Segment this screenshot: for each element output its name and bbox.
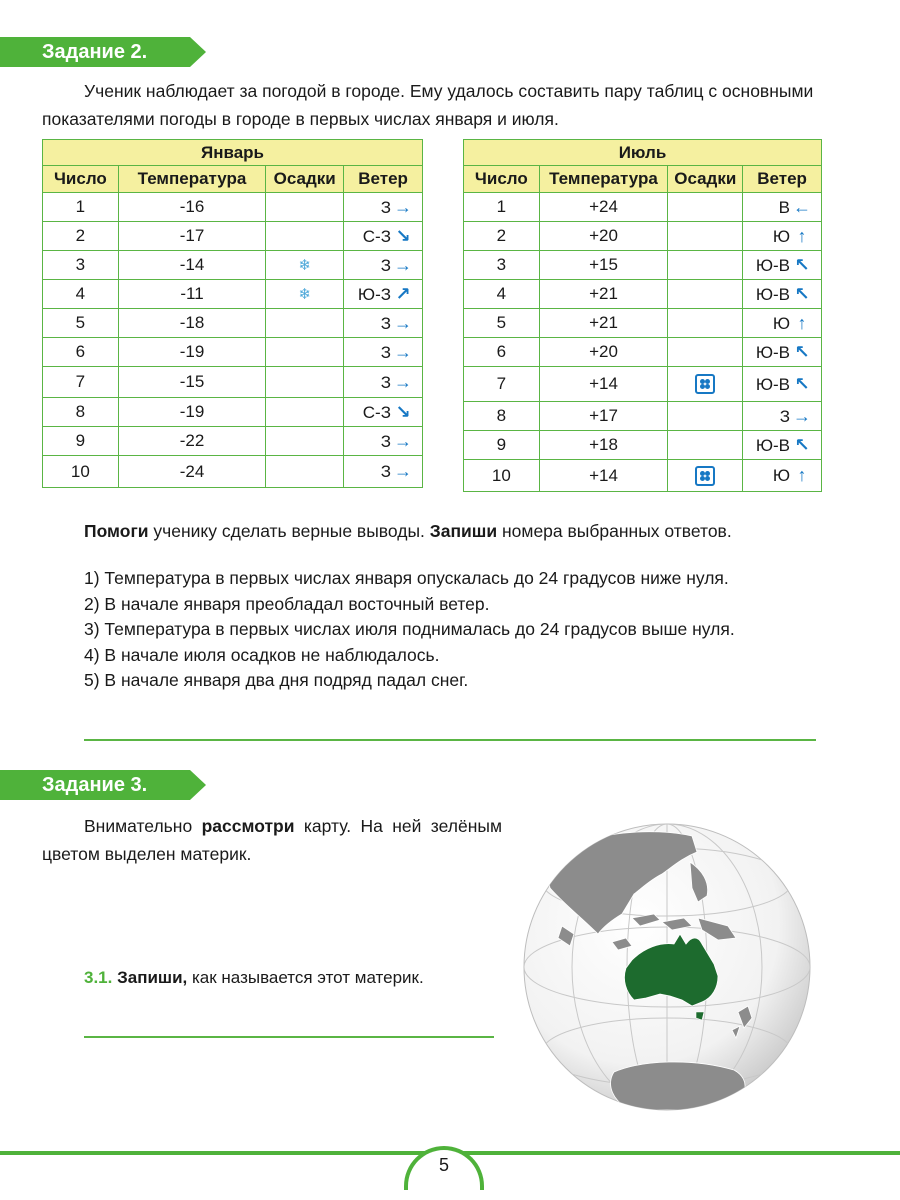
col-temp: Температура (118, 166, 266, 193)
wind-direction: Ю-З (357, 284, 391, 304)
wind-direction: Ю (772, 226, 790, 246)
question-number: 3.1. (84, 968, 113, 987)
wind-arrow-icon: ↘ (395, 401, 411, 422)
wind-arrow-icon: → (793, 405, 811, 426)
wind-arrow-icon: ↑ (797, 465, 807, 485)
table-row (43, 338, 423, 367)
wind-arrow-icon: ↖ (794, 254, 810, 275)
col-precip: Осадки (266, 166, 344, 193)
temp-cell: +21 (539, 309, 668, 338)
day-cell: 3 (464, 251, 540, 280)
col-day: Число (464, 166, 540, 193)
precip-cell (668, 338, 743, 367)
table-row (464, 193, 822, 222)
wind-cell (344, 193, 423, 222)
option-2: 2) В начале января преобладал восточный ветер. (84, 593, 490, 614)
table-row (464, 402, 822, 431)
temp-cell: +14 (539, 460, 668, 492)
precip-cell (668, 251, 743, 280)
day-cell: 6 (43, 338, 119, 367)
wind-direction: С-З (362, 402, 391, 422)
table-row (464, 280, 822, 309)
task3-intro-bold: рассмотри (201, 816, 295, 836)
precip-cell (266, 338, 344, 367)
antarctica (611, 1062, 745, 1110)
precip-cell (668, 280, 743, 309)
precip-cell (266, 251, 344, 280)
precip-cell (266, 222, 344, 251)
wind-arrow-icon: ↖ (794, 373, 810, 394)
temp-cell: +17 (539, 402, 668, 431)
day-cell: 4 (464, 280, 540, 309)
day-cell: 7 (43, 367, 119, 398)
precip-cell (266, 193, 344, 222)
precip-cell (266, 398, 344, 427)
day-cell: 10 (43, 456, 119, 488)
wind-cell (344, 398, 423, 427)
wind-direction: Ю-В (755, 342, 790, 362)
day-cell: 8 (43, 398, 119, 427)
precip-cell (668, 222, 743, 251)
day-cell: 5 (464, 309, 540, 338)
wind-direction: З (380, 197, 391, 217)
task2-answer-line[interactable] (84, 739, 816, 741)
wind-direction: Ю-В (755, 255, 790, 275)
precip-cell (668, 431, 743, 460)
day-cell: 3 (43, 251, 119, 280)
wind-cell (743, 338, 822, 367)
temp-cell: -17 (118, 222, 266, 251)
answer-options (84, 566, 735, 694)
instr-text-2: номера выбранных ответов. (497, 521, 732, 541)
temp-cell: -16 (118, 193, 266, 222)
rain-icon (695, 466, 715, 486)
day-cell: 1 (43, 193, 119, 222)
question-text: как называется этот материк. (187, 968, 424, 987)
wind-cell (743, 309, 822, 338)
wind-cell (344, 338, 423, 367)
wind-arrow-icon: ↗ (395, 283, 411, 304)
wind-arrow-icon: → (394, 254, 412, 275)
rain-icon (695, 374, 715, 394)
col-wind: Ветер (743, 166, 822, 193)
temp-cell: -11 (118, 280, 266, 309)
globe-map (522, 822, 812, 1112)
temp-cell: +21 (539, 280, 668, 309)
wind-direction: З (380, 255, 391, 275)
task3-intro-text-1: Внимательно (84, 816, 202, 836)
january-caption: Январь (43, 140, 423, 166)
question-bold: Запиши, (117, 968, 188, 987)
wind-cell (743, 251, 822, 280)
task3-banner (0, 770, 190, 800)
wind-cell (344, 367, 423, 398)
wind-arrow-icon: ↖ (794, 283, 810, 304)
table-row (464, 367, 822, 402)
wind-cell (743, 280, 822, 309)
task2-title: Задание 2. (42, 41, 148, 63)
wind-cell (743, 460, 822, 492)
precip-cell (668, 309, 743, 338)
wind-cell (743, 431, 822, 460)
wind-direction: Ю-В (755, 284, 790, 304)
task3-answer-line[interactable] (84, 1036, 494, 1038)
wind-direction: З (380, 342, 391, 362)
wind-cell (344, 222, 423, 251)
wind-direction: З (380, 431, 391, 451)
wind-arrow-icon: → (394, 196, 412, 217)
table-row (464, 251, 822, 280)
temp-cell: -22 (118, 427, 266, 456)
wind-direction: Ю-В (755, 435, 790, 455)
wind-arrow-icon: → (394, 461, 412, 481)
temp-cell: -15 (118, 367, 266, 398)
precip-cell (266, 309, 344, 338)
wind-cell (344, 456, 423, 488)
temp-cell: +20 (539, 222, 668, 251)
wind-direction: З (380, 313, 391, 333)
wind-direction: Ю (772, 466, 790, 485)
wind-cell (743, 222, 822, 251)
wind-cell (344, 427, 423, 456)
july-caption: Июль (464, 140, 822, 166)
table-row (43, 367, 423, 398)
precip-cell (266, 367, 344, 398)
temp-cell: +18 (539, 431, 668, 460)
wind-arrow-icon: ↖ (794, 341, 810, 362)
day-cell: 7 (464, 367, 540, 402)
wind-direction: З (380, 462, 391, 481)
temp-cell: -14 (118, 251, 266, 280)
temp-cell: -19 (118, 398, 266, 427)
wind-arrow-icon: → (394, 371, 412, 392)
col-wind: Ветер (344, 166, 423, 193)
option-1: 1) Температура в первых числах января опускалась до 24 градусов ниже нуля. (84, 568, 729, 588)
day-cell: 1 (464, 193, 540, 222)
day-cell: 6 (464, 338, 540, 367)
temp-cell: -19 (118, 338, 266, 367)
wind-cell (743, 193, 822, 222)
task2-intro: Ученик наблюдает за погодой в городе. Ему удалось составить пару таблиц с основными показателями погоды в городе в первых числах января и июля. (42, 81, 814, 129)
instr-bold-1: Помоги (84, 521, 149, 541)
wind-arrow-icon: ← (793, 196, 811, 217)
wind-arrow-icon: ↖ (794, 434, 810, 455)
july-table (463, 139, 822, 492)
wind-arrow-icon: ↘ (395, 225, 411, 246)
col-temp: Температура (539, 166, 668, 193)
task3-intro (42, 812, 502, 868)
wind-direction: С-З (362, 226, 391, 246)
table-row (464, 309, 822, 338)
question-3-1 (84, 964, 424, 992)
wind-cell (743, 367, 822, 402)
wind-cell (743, 402, 822, 431)
wind-arrow-icon: ↑ (797, 225, 807, 246)
table-row (464, 431, 822, 460)
day-cell: 2 (464, 222, 540, 251)
table-row (43, 222, 423, 251)
col-precip: Осадки (668, 166, 743, 193)
precip-cell (668, 193, 743, 222)
day-cell: 9 (464, 431, 540, 460)
instr-text-1: ученику сделать верные выводы. (148, 521, 430, 541)
snow-icon: ❄ (298, 257, 312, 274)
table-row (43, 309, 423, 338)
temp-cell: +15 (539, 251, 668, 280)
task3-intro-text-2: карту. На ней зелёным цветом выделен материк. (42, 816, 502, 864)
day-cell: 4 (43, 280, 119, 309)
temp-cell: +14 (539, 367, 668, 402)
wind-arrow-icon: ↑ (797, 312, 807, 333)
table-row (464, 460, 822, 492)
wind-cell (344, 251, 423, 280)
table-row (464, 222, 822, 251)
january-table (42, 139, 423, 488)
wind-cell (344, 280, 423, 309)
day-cell: 10 (464, 460, 540, 492)
temp-cell: +20 (539, 338, 668, 367)
table-row (43, 427, 423, 456)
day-cell: 8 (464, 402, 540, 431)
table-row (43, 251, 423, 280)
wind-arrow-icon: → (394, 430, 412, 451)
precip-cell (668, 402, 743, 431)
task2-banner (0, 37, 190, 67)
wind-direction: З (380, 372, 391, 392)
table-row (43, 456, 423, 488)
col-day: Число (43, 166, 119, 193)
snow-icon: ❄ (298, 286, 312, 303)
wind-direction: З (779, 406, 790, 426)
day-cell: 5 (43, 309, 119, 338)
day-cell: 9 (43, 427, 119, 456)
table-row (43, 398, 423, 427)
precip-cell (266, 427, 344, 456)
wind-arrow-icon: → (394, 312, 412, 333)
precip-cell (266, 456, 344, 488)
wind-direction: Ю (772, 313, 790, 333)
task3-title: Задание 3. (42, 774, 148, 796)
wind-cell (344, 309, 423, 338)
precip-cell (668, 460, 743, 492)
wind-direction: Ю-В (755, 374, 790, 394)
option-4: 4) В начале июля осадков не наблюдалось. (84, 644, 440, 665)
table-row (43, 280, 423, 309)
temp-cell: -24 (118, 456, 266, 488)
precip-cell (668, 367, 743, 402)
precip-cell (266, 280, 344, 309)
wind-arrow-icon: → (394, 341, 412, 362)
page-number: 5 (438, 1155, 449, 1175)
instr-bold-2: Запиши (429, 521, 498, 541)
temp-cell: +24 (539, 193, 668, 222)
option-5: 5) В начале января два дня подряд падал снег. (84, 670, 469, 690)
table-row (464, 338, 822, 367)
day-cell: 2 (43, 222, 119, 251)
wind-direction: В (778, 197, 790, 217)
option-3: 3) Температура в первых числах июля поднималась до 24 градусов выше нуля. (84, 619, 735, 639)
temp-cell: -18 (118, 309, 266, 338)
table-row (43, 193, 423, 222)
task2-instruction (84, 517, 732, 545)
